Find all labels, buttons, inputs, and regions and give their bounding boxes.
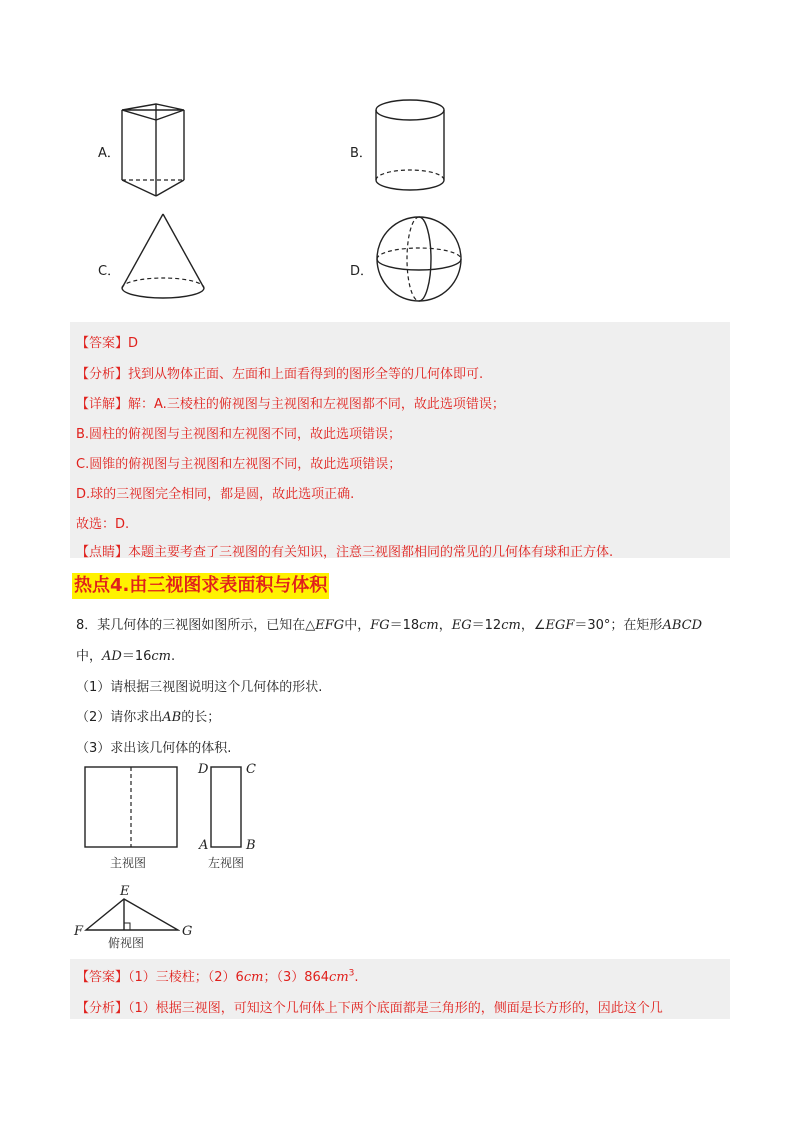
section-heading: 热点4.由三视图求表面积与体积 (72, 573, 329, 599)
top-view-caption: 俯视图 (108, 936, 145, 950)
front-view-caption: 主视图 (110, 856, 147, 870)
question-line-2: 中，AD＝16cm. (76, 649, 176, 664)
question-line-1: 8．某几何体的三视图如图所示，已知在△EFG中，FG＝18cm，EG＝12cm，∠EGF＝30°；在矩形ABCD (76, 618, 702, 633)
top-view-figure (84, 896, 180, 932)
detail-line-d: D.球的三视图完全相同，都是圆，故此选项正确. (76, 487, 355, 502)
cone-figure (118, 212, 208, 304)
analysis2-line: 【分析】（1）根据三视图，可知这个几何体上下两个底面都是三角形的，侧面是长方形的，因此这个几 (76, 1001, 663, 1016)
option-a-label: A． (98, 146, 120, 161)
option-b-label: B． (350, 146, 372, 161)
answer-line: 【答案】D (76, 336, 139, 351)
left-view-caption: 左视图 (208, 856, 245, 870)
cylinder-figure (372, 96, 448, 196)
answer2-line: 【答案】（1）三棱柱；（2）6cm；$(3)864cm^3$. (76, 968, 359, 985)
point-e: E (120, 884, 130, 899)
analysis-line: 【分析】找到从物体正面、左面和上面看得到的图形全等的几何体即可. (76, 367, 484, 382)
option-c-label: C． (98, 264, 121, 279)
detail-line-b: B.圆柱的俯视图与主视图和左视图不同，故此选项错误； (76, 427, 402, 442)
question-part-1: （1）请根据三视图说明这个几何体的形状. (76, 680, 323, 695)
point-d: D (198, 762, 209, 777)
point-f: F (74, 924, 84, 939)
question-part-3: （3）求出该几何体的体积. (76, 741, 232, 756)
detail-line-c: C.圆锥的俯视图与主视图和左视图不同，故此选项错误； (76, 457, 402, 472)
left-view-figure (210, 766, 242, 848)
choose-line: 故选：D. (76, 517, 130, 532)
front-view-figure (84, 766, 178, 848)
sphere-figure (374, 214, 464, 304)
point-a: A (199, 838, 209, 853)
option-d-label: D． (350, 264, 374, 279)
comment-line: 【点睛】本题主要考查了三视图的有关知识，注意三视图都相同的常见的几何体有球和正方体. (76, 545, 614, 560)
point-c: C (246, 762, 256, 777)
point-g: G (182, 924, 193, 939)
question-part-2: （2）请你求出AB的长； (76, 710, 221, 725)
detail-line: 【详解】解：A.三棱柱的俯视图与主视图和左视图都不同，故此选项错误； (76, 397, 505, 412)
triangular-prism-figure (118, 100, 190, 200)
point-b: B (246, 838, 256, 853)
